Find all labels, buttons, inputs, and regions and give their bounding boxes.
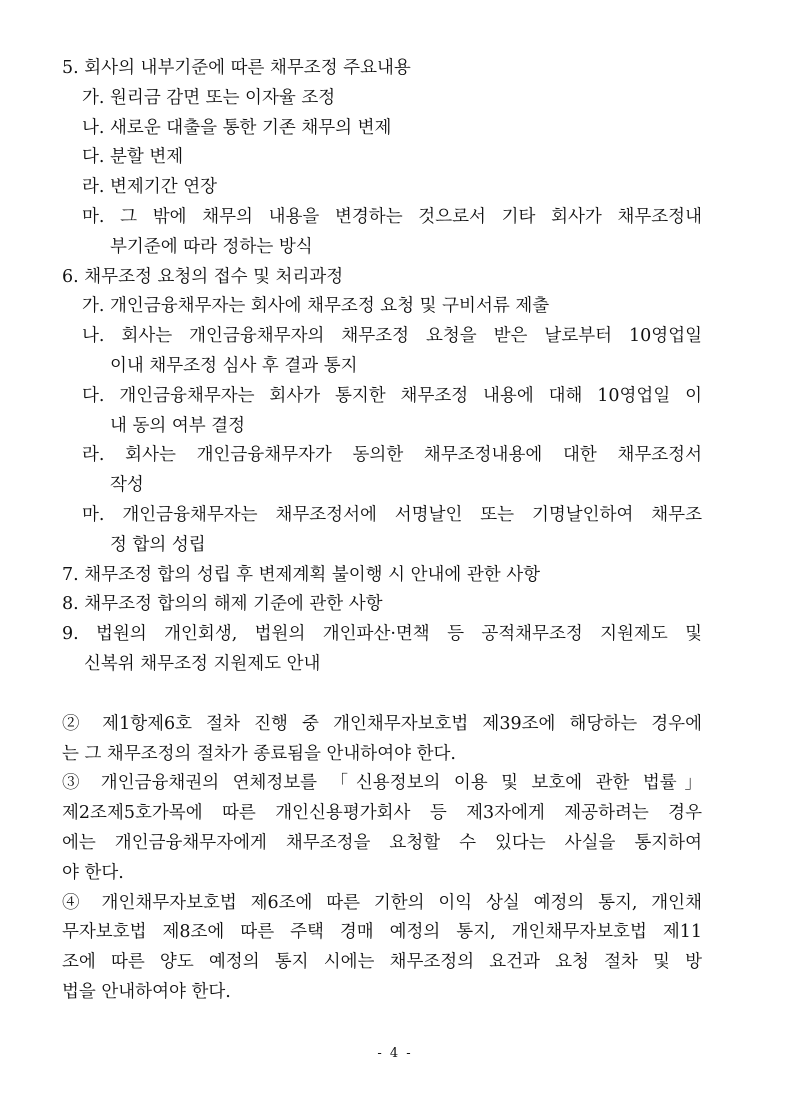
list-subitem: 나. 회사는 개인금융채무자의 채무조정 요청을 받은 날로부터 10영업일 — [82, 326, 702, 347]
paragraph-3-line: 야 한다. — [62, 862, 124, 883]
document-body — [62, 54, 702, 1008]
list-subitem: 나. 새로운 대출을 통한 기존 채무의 변제 — [82, 117, 392, 138]
section-gap — [62, 680, 702, 710]
list-item-7: 7. 채무조정 합의 성립 후 변제계획 불이행 시 안내에 관한 사항 — [62, 564, 541, 585]
paragraph-2-line: 는 그 채무조정의 절차가 종료됨을 안내하여야 한다. — [62, 743, 456, 764]
list-subitem: 다. 분할 변제 — [82, 147, 184, 168]
paragraph-4-line: 무자보호법 제8조에 따른 주택 경매 예정의 통지, 개인채무자보호법 제11 — [62, 922, 702, 943]
paragraph-3-line: 에는 개인금융채무자에게 채무조정을 요청할 수 있다는 사실을 통지하여 — [62, 832, 702, 853]
paragraph-4-line: ④ 개인채무자보호법 제6조에 따른 기한의 이익 상실 예정의 통지, 개인채 — [62, 892, 702, 913]
list-subitem-continuation: 이내 채무조정 심사 후 결과 통지 — [110, 355, 358, 376]
paragraph-3-line: 제2조제5호가목에 따른 개인신용평가회사 등 제3자에게 제공하려는 경우 — [62, 803, 702, 824]
list-subitem: 마. 그 밖에 채무의 내용을 변경하는 것으로서 기타 회사가 채무조정내 — [82, 206, 702, 227]
paragraph-3-line: ③ 개인금융채권의 연체정보를 「신용정보의 이용 및 보호에 관한 법률」 — [62, 773, 702, 794]
list-subitem: 가. 개인금융채무자는 회사에 채무조정 요청 및 구비서류 제출 — [82, 296, 550, 317]
list-subitem: 마. 개인금융채무자는 채무조정서에 서명날인 또는 기명날인하여 채무조 — [82, 504, 702, 525]
list-item-8: 8. 채무조정 합의의 해제 기준에 관한 사항 — [62, 594, 383, 615]
list-item-9: 9. 법원의 개인회생, 법원의 개인파산·면책 등 공적채무조정 지원제도 및 — [62, 624, 702, 645]
list-subitem-continuation: 작성 — [110, 475, 144, 496]
list-item-6-heading: 6. 채무조정 요청의 접수 및 처리과정 — [62, 266, 344, 287]
list-subitem: 라. 변제기간 연장 — [82, 177, 218, 198]
list-item-continuation: 신복위 채무조정 지원제도 안내 — [84, 653, 321, 674]
list-subitem-continuation: 정 합의 성립 — [110, 534, 206, 555]
paragraph-2-line: ② 제1항제6호 절차 진행 중 개인채무자보호법 제39조에 해당하는 경우에 — [62, 713, 702, 734]
page-number: - 4 - — [377, 1046, 413, 1061]
list-subitem: 가. 원리금 감면 또는 이자율 조정 — [82, 87, 336, 108]
paragraph-4-line: 조에 따른 양도 예정의 통지 시에는 채무조정의 요건과 요청 절차 및 방 — [62, 952, 702, 973]
paragraph-4-line: 법을 안내하여야 한다. — [62, 981, 231, 1002]
list-item-5-heading: 5. 회사의 내부기준에 따른 채무조정 주요내용 — [62, 58, 411, 78]
list-subitem-continuation: 부기준에 따라 정하는 방식 — [110, 236, 313, 257]
list-subitem: 다. 개인금융채무자는 회사가 통지한 채무조정 내용에 대해 10영업일 이 — [82, 385, 702, 406]
list-subitem-continuation: 내 동의 여부 결정 — [110, 415, 246, 436]
list-subitem: 라. 회사는 개인금융채무자가 동의한 채무조정내용에 대한 채무조정서 — [82, 445, 702, 466]
